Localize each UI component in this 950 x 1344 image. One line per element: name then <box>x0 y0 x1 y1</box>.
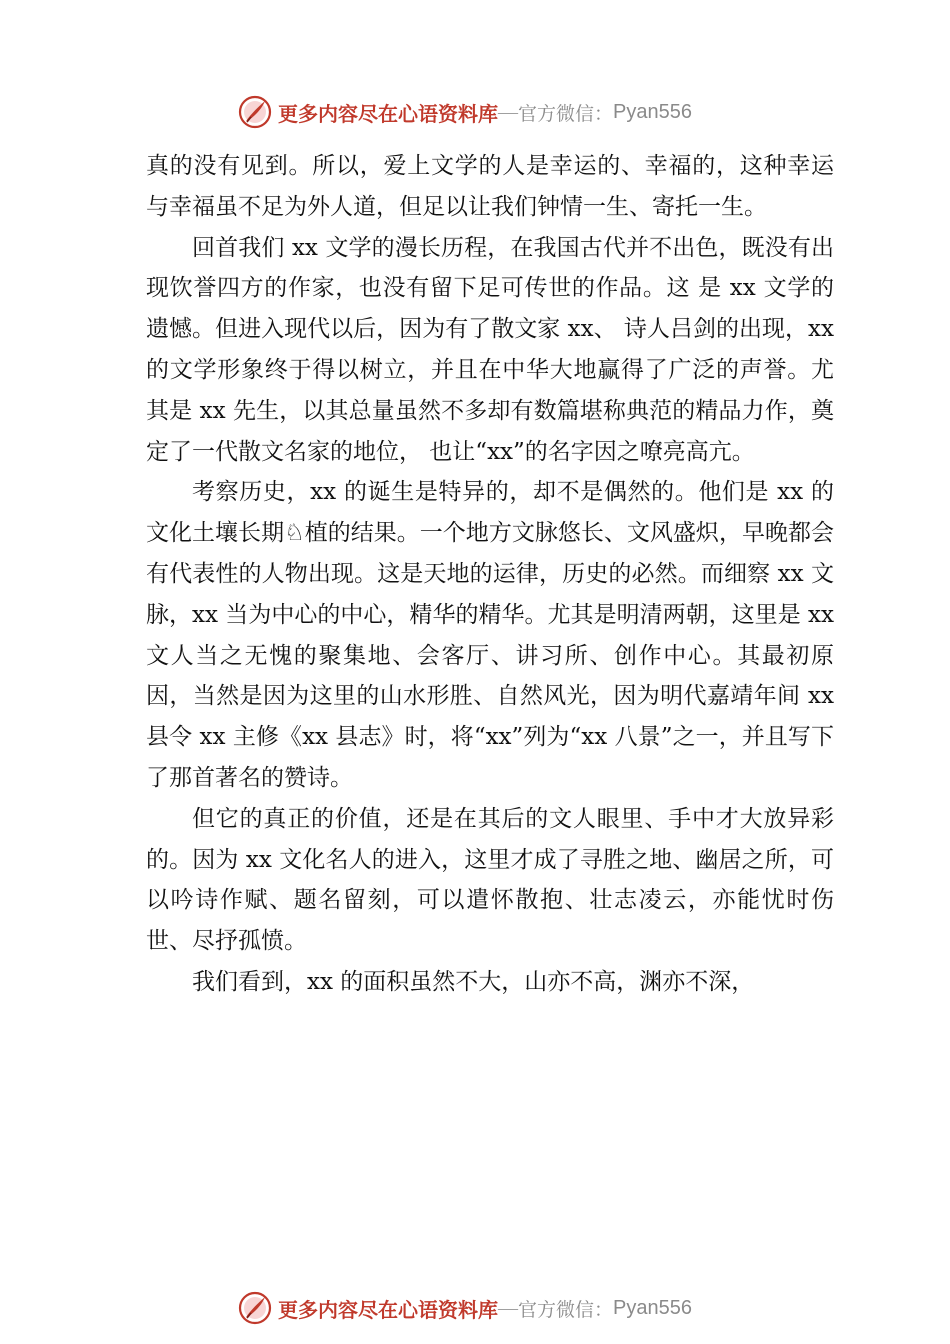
header-separator: — <box>498 100 518 123</box>
footer-wechat-id: Pyan556 <box>613 1296 692 1319</box>
paragraph-2: 回首我们 xx 文学的漫长历程，在我国古代并不出色，既没有出现饮誉四方的作家，也没有留下足可传世的作品。这 是 xx 文学的遗憾。但进入现代以后，因为有了散文家 xx、 诗人吕剑的出现，xx 的文学形象终于得以树立，并且在中华大地赢得了广泛的声誉。尤其是 xx 先生，以其总量虽然不多却有数篇堪称典范的精品力作，奠定了一代散文名家的地位， 也让“xx”的名字因之嘹亮高亢。 <box>146 234 834 465</box>
document-body <box>146 146 834 1003</box>
quill-seal-logo-icon <box>238 95 272 129</box>
header-promo-text: 更多内容尽在心语资料库 <box>278 101 498 126</box>
footer-promo-text: 更多内容尽在心语资料库 <box>278 1297 498 1322</box>
paragraph-3: 考察历史，xx 的诞生是特异的，却不是偶然的。他们是 xx 的文化土壤长期♘植的结果。一个地方文脉悠长、文风盛炽，早晚都会有代表性的人物出现。这是天地的运律，历史的必然。而细察 xx 文脉，xx 当为中心的中心，精华的精华。尤其是明清两朝，这里是 xx 文人当之无愧的聚集地、会客厅、讲习所、创作中心。其最初原因，当然是因为这里的山水形胜、自然风光，因为明代嘉靖年间 xx 县令 xx 主修《xx 县志》时，将“xx”列为“xx 八景”之一，并且写下了那首著名的赞诗。 <box>146 479 834 791</box>
header-wechat-id: Pyan556 <box>613 100 692 123</box>
quill-seal-logo-icon <box>238 1291 272 1325</box>
footer-banner <box>238 1288 758 1328</box>
header-wechat-label: 官方微信： <box>518 102 614 125</box>
header-banner <box>238 92 758 132</box>
paragraph-5: 我们看到，xx 的面积虽然不大，山亦不高，渊亦不深， <box>192 968 755 995</box>
paragraph-4: 但它的真正的价值，还是在其后的文人眼里、手中才大放异彩的。因为 xx 文化名人的进入，这里才成了寻胜之地、幽居之所，可以吟诗作赋、题名留刻，可以遣怀散抱、壮志凌云，亦能忧时伤世、尽抒孤愤。 <box>146 805 834 955</box>
footer-separator: — <box>498 1296 518 1319</box>
footer-wechat-label: 官方微信： <box>518 1298 614 1321</box>
paragraph-1: 真的没有见到。所以，爱上文学的人是幸运的、幸福的，这种幸运与幸福虽不足为外人道，但足以让我们钟情一生、寄托一生。 <box>146 153 834 220</box>
